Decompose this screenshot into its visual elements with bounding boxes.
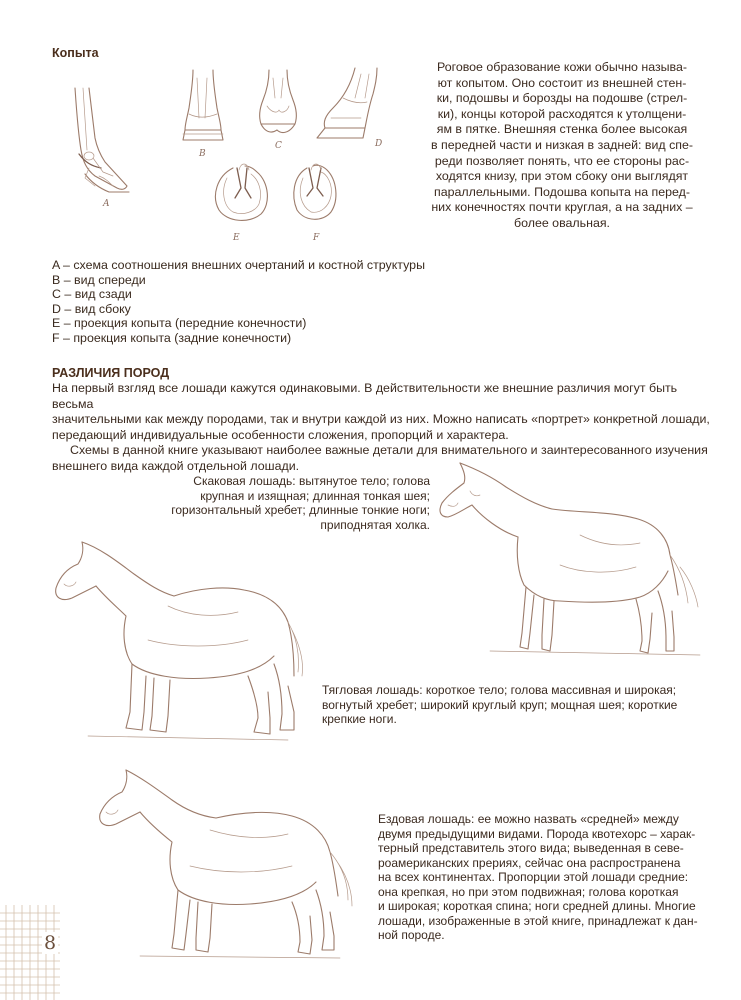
riding-caption-line: лошади, изображенные в этой книге, принадлежат к дан-	[378, 913, 698, 928]
legend-item-c: C – вид сзади	[52, 287, 132, 302]
hooves-description-line: ходятся книзу, при этом сбоку они выглядят	[435, 169, 689, 184]
hooves-description-line: ки), концы которой расходятся к утолщени-	[437, 106, 687, 121]
draft-horse-sketch	[48, 536, 303, 746]
racehorse-sketch	[430, 455, 710, 660]
hoof-e-sketch	[215, 164, 267, 220]
hooves-description-line: реди позволяет понять, что ее стороны рас-	[434, 153, 690, 168]
hoof-d-sketch	[317, 68, 377, 138]
legend-item-e: E – проекция копыта (передние конечности)	[52, 316, 307, 331]
riding-caption-line: она крепкая, но при этом подвижная; голова короткая	[378, 884, 679, 899]
riding-caption-line: ной породе.	[378, 928, 445, 942]
riding-caption-line: Ездовая лошадь: ее можно назвать «средней» между	[378, 812, 679, 826]
fig-label-b: B	[199, 149, 206, 159]
hooves-description-line: ют копытом. Оно состоит из внешней стен-	[437, 75, 687, 90]
breeds-intro-line: Схемы в данной книге указывают наиболее важные детали для внимательного и заинтересованного изучения	[70, 443, 708, 458]
fig-label-c: C	[275, 141, 282, 151]
hooves-description-line: в передней части и низкая в задней: вид спе-	[430, 137, 694, 152]
racehorse-caption-line: горизонтальный хребет; длинные тонкие ноги;	[171, 503, 430, 517]
draft-horse-caption	[322, 683, 712, 727]
hooves-description	[424, 60, 700, 232]
hooves-description-line: ки, подошвы и борозды на подошве (стрел-	[436, 91, 688, 106]
hoof-f-sketch	[294, 164, 336, 219]
breeds-intro-line: передающий индивидуальные особенности сложения, пропорций и характера.	[52, 427, 509, 442]
hooves-heading: Копыта	[52, 46, 99, 60]
racehorse-caption-line: крупная и изящная; длинная тонкая шея;	[200, 488, 430, 503]
hooves-description-line: ям в пятке. Внешняя стенка более высокая	[436, 122, 688, 137]
draft-caption-line: вогнутый хребет; широкий круглый круп; мощная шея; короткие	[322, 697, 678, 712]
breeds-heading: РАЗЛИЧИЯ ПОРОД	[52, 366, 170, 380]
legend-item-f: F – проекция копыта (задние конечности)	[52, 330, 292, 345]
hooves-description-line: параллельными. Подошва копыта на перед-	[433, 184, 691, 199]
hoof-a-sketch	[75, 88, 129, 192]
hoof-b-sketch	[183, 70, 223, 140]
draft-caption-line: Тягловая лошадь: короткое тело; голова массивная и широкая;	[322, 683, 677, 697]
legend-item-a: A – схема соотношения внешних очертаний и костной структуры	[52, 258, 425, 272]
riding-caption-line: роамериканских прериях, сейчас она распространена	[378, 855, 681, 870]
riding-caption-line: на всех континентах. Пропорции этой лошади средние:	[378, 870, 689, 884]
riding-caption-line: двумя предыдущими видами. Порода квотехорс – харак-	[378, 826, 696, 841]
hooves-description-line: Роговое образование кожи обычно называ-	[436, 60, 688, 74]
hooves-description-line: них конечностях почти круглая, а на задних –	[431, 200, 693, 215]
legend-item-d: D – вид сбоку	[52, 301, 131, 316]
breeds-intro-line: На первый взгляд все лошади кажутся одинаковыми. В действительности же внешние различия могут быть весьма	[52, 381, 678, 411]
fig-label-d: D	[375, 139, 383, 149]
hooves-legend	[52, 258, 425, 346]
racehorse-caption	[150, 474, 430, 532]
fig-label-e: E	[233, 233, 240, 243]
page-number: 8	[44, 932, 57, 954]
racehorse-caption-line: приподнятая холка.	[320, 517, 430, 532]
legend-item-b: B – вид спереди	[52, 272, 146, 287]
riding-horse-sketch	[80, 766, 355, 961]
fig-label-a: A	[103, 199, 110, 209]
breeds-intro-line: внешнего вида каждой отдельной лошади.	[52, 458, 300, 473]
hooves-figure	[55, 58, 405, 248]
riding-caption-line: терный представитель этого вида; выведенная в севе-	[378, 841, 684, 855]
draft-caption-line: крепкие ноги.	[322, 712, 397, 726]
fig-label-f: F	[313, 233, 320, 243]
hooves-description-line: более овальная.	[514, 215, 610, 230]
racehorse-caption-line: Скаковая лошадь: вытянутое тело; голова	[193, 474, 430, 488]
hoof-c-sketch	[260, 70, 297, 132]
riding-horse-caption	[378, 812, 712, 943]
breeds-intro-line: значительными как между породами, так и внутри каждой из них. Можно написать «портрет» конкретной лошади,	[52, 412, 710, 427]
riding-caption-line: и широкая; короткая спина; ноги средней длины. Многие	[378, 899, 696, 913]
